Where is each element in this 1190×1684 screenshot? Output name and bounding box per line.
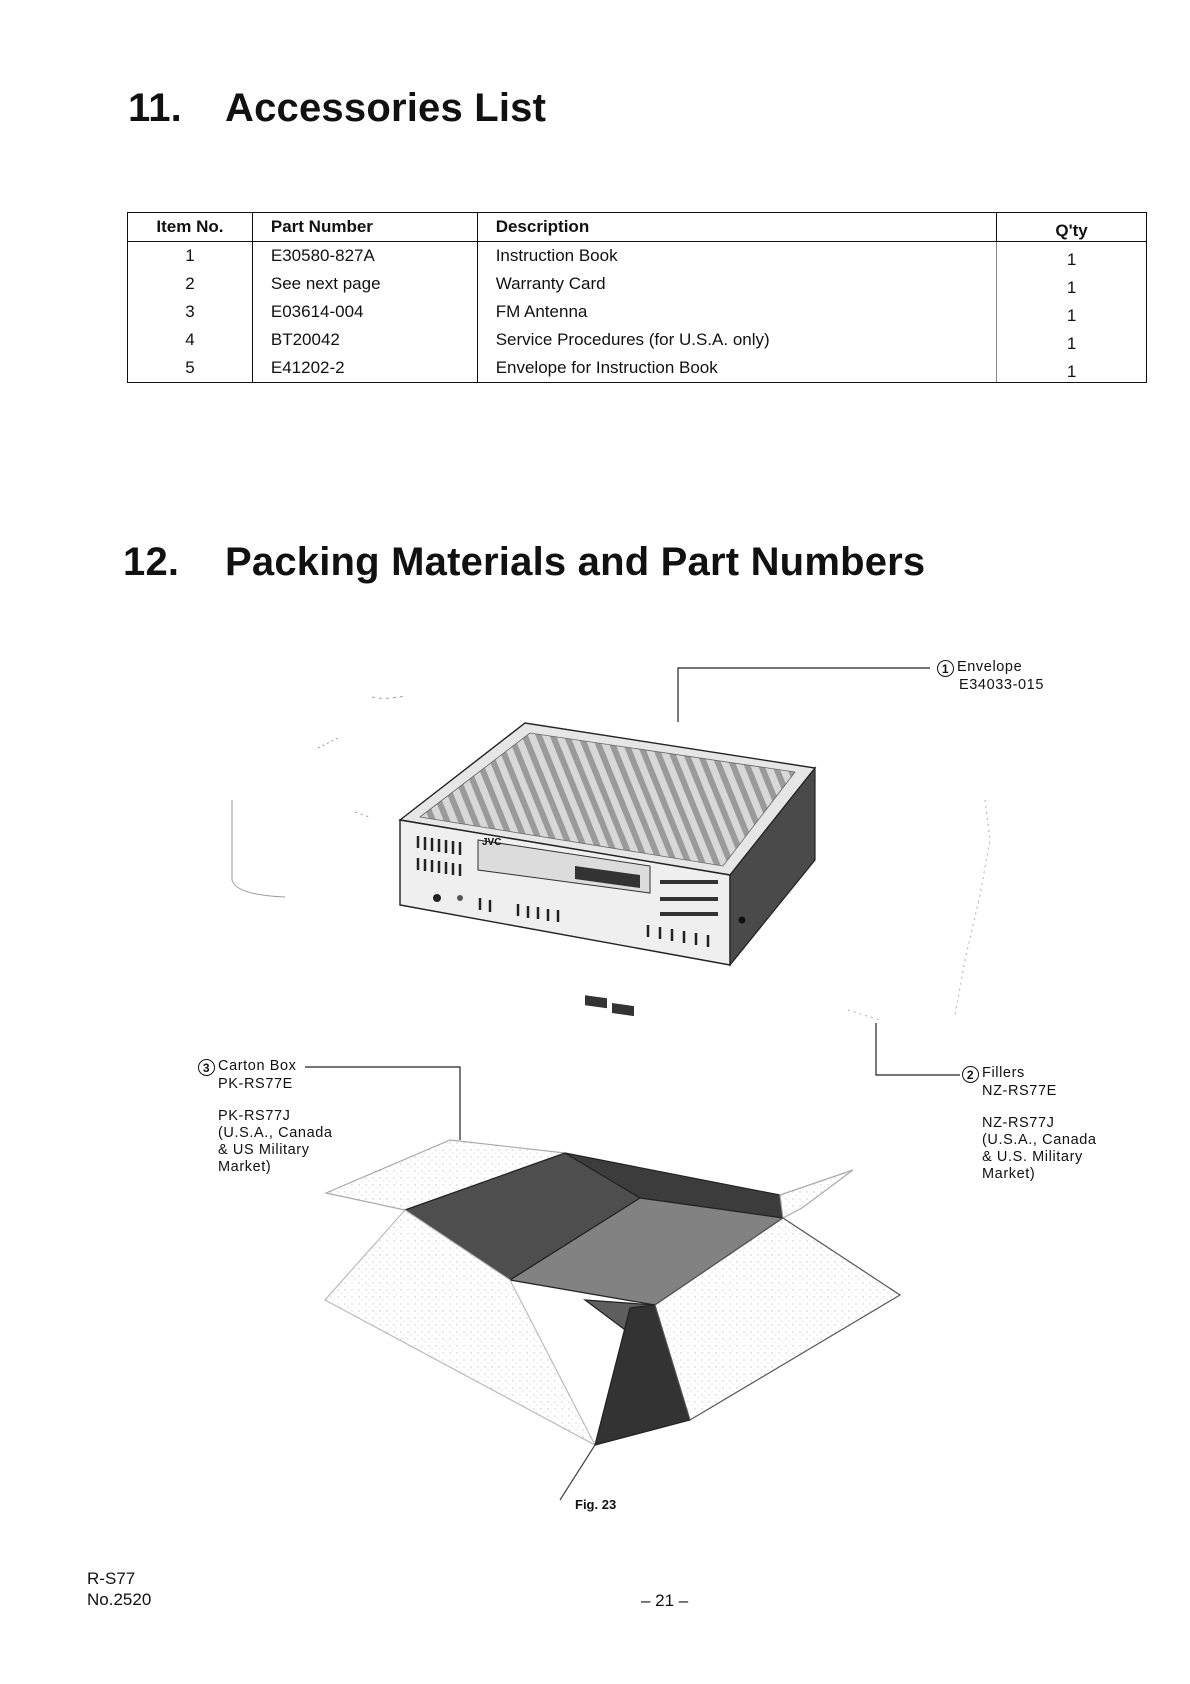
callout-name: Envelope <box>957 659 1023 675</box>
cell-item: 3 <box>128 298 253 326</box>
callout-part: NZ-RS77E <box>982 1083 1057 1099</box>
cell-item: 1 <box>128 242 253 271</box>
filler-left <box>232 696 405 897</box>
carton-callout <box>198 1058 333 1176</box>
cell-desc: Instruction Book <box>477 242 996 271</box>
envelope-callout <box>937 659 1044 694</box>
header-part-number: Part Number <box>252 213 477 242</box>
cell-qty: 1 <box>997 242 1147 271</box>
marker-circle: 3 <box>198 1059 215 1076</box>
fillers-callout <box>962 1065 1097 1183</box>
header-item-no: Item No. <box>128 213 253 242</box>
receiver-illustration <box>400 723 815 1016</box>
brand-logo: JVC <box>482 837 502 848</box>
footer-model <box>87 1568 151 1610</box>
callout-name: Carton Box <box>218 1058 297 1074</box>
callout-alt-note: (U.S.A., Canada <box>982 1132 1097 1148</box>
header-description: Description <box>477 213 996 242</box>
section-title: Packing Materials and Part Numbers <box>225 540 926 584</box>
cell-item: 5 <box>128 354 253 383</box>
document-number: No.2520 <box>87 1590 152 1609</box>
callout-alt-note: (U.S.A., Canada <box>218 1125 333 1141</box>
callout-part: PK-RS77E <box>218 1076 293 1092</box>
carton-box-illustration <box>325 1140 900 1500</box>
section-title: Accessories List <box>225 86 547 130</box>
cell-part: E30580-827A <box>252 242 477 271</box>
callout-part: E34033-015 <box>959 677 1045 693</box>
cell-part: BT20042 <box>252 326 477 354</box>
model-number: R-S77 <box>87 1569 136 1588</box>
callout-alt-note: Market) <box>982 1166 1036 1182</box>
cell-part: E41202-2 <box>252 354 477 383</box>
cell-desc: Warranty Card <box>477 270 996 298</box>
callout-alt-part: PK-RS77J <box>218 1108 291 1124</box>
cell-desc: Service Procedures (for U.S.A. only) <box>477 326 996 354</box>
cell-desc: Envelope for Instruction Book <box>477 354 996 383</box>
section-number: 11. <box>128 86 182 130</box>
cell-part: E03614-004 <box>252 298 477 326</box>
callout-name: Fillers <box>982 1065 1025 1081</box>
figure-caption: Fig. 23 <box>575 1497 617 1512</box>
cell-qty: 1 <box>997 326 1147 354</box>
cell-qty: 1 <box>997 270 1147 298</box>
cell-part: See next page <box>252 270 477 298</box>
callout-alt-note: Market) <box>218 1159 272 1175</box>
cell-item: 4 <box>128 326 253 354</box>
cell-desc: FM Antenna <box>477 298 996 326</box>
marker-circle: 2 <box>962 1066 979 1083</box>
section-number: 12. <box>123 540 180 584</box>
marker-circle: 1 <box>937 660 954 677</box>
cell-item: 2 <box>128 270 253 298</box>
filler-right <box>848 800 990 1020</box>
header-qty: Q'ty <box>997 213 1147 242</box>
callout-alt-note: & U.S. Military <box>982 1149 1083 1165</box>
callout-alt-part: NZ-RS77J <box>982 1115 1055 1131</box>
cell-qty: 1 <box>997 298 1147 326</box>
cell-qty: 1 <box>997 354 1147 383</box>
callout-alt-note: & US Military <box>218 1142 310 1158</box>
page-number: – 21 – <box>641 1591 689 1610</box>
